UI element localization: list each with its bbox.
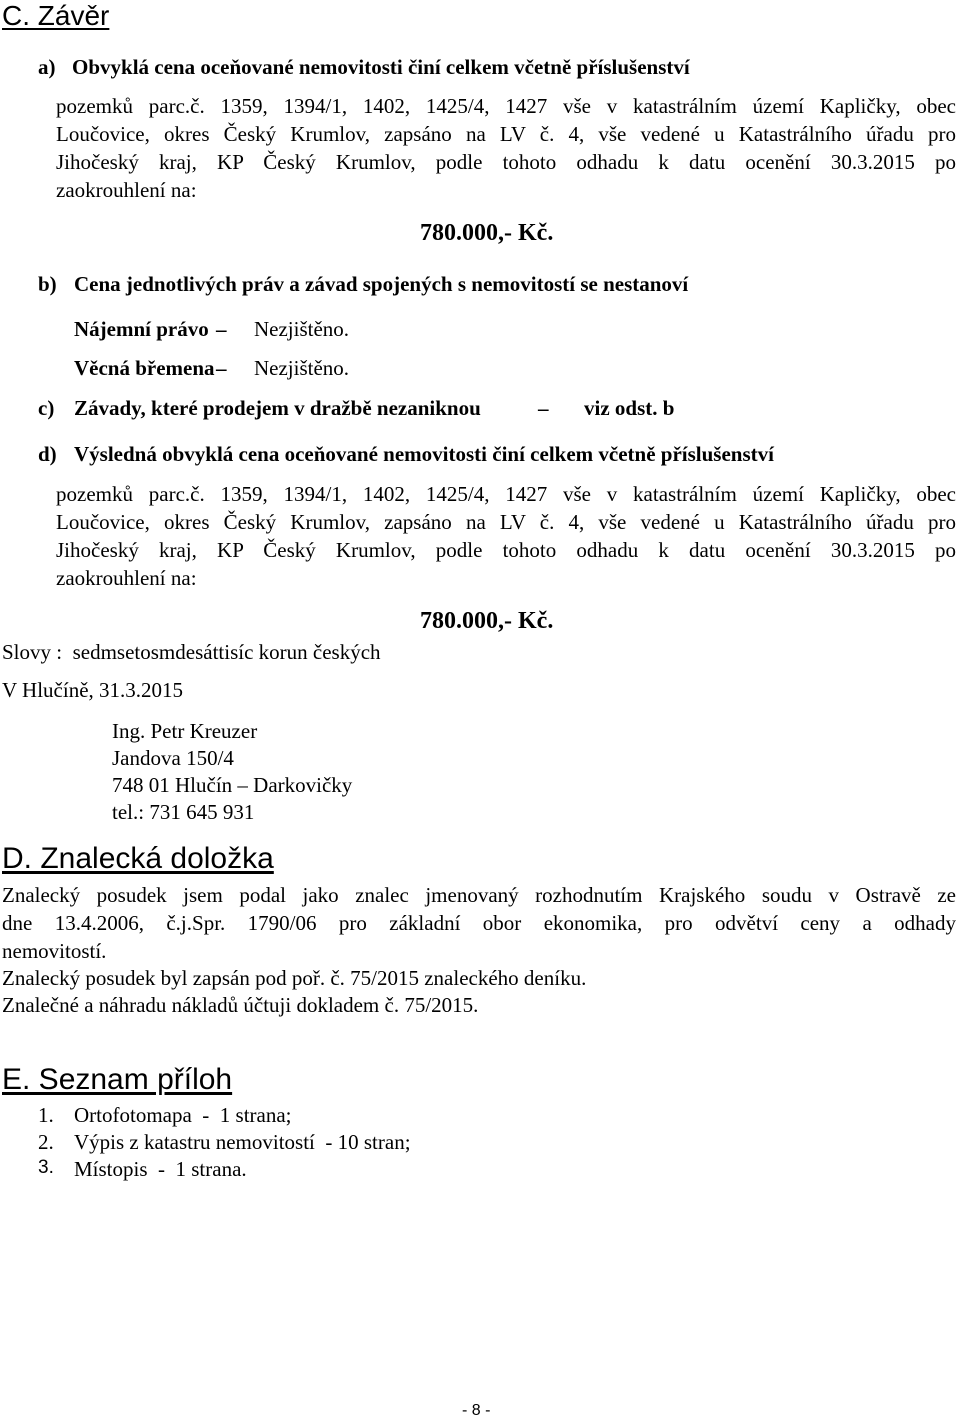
- signature-name: Ing. Petr Kreuzer: [112, 719, 258, 743]
- right-dash-lease: –: [216, 317, 227, 341]
- attachment-text: Výpis z katastru nemovitostí - 10 stran;: [74, 1130, 411, 1154]
- item-c-text: Závady, které prodejem v dražbě nezaniknou: [74, 396, 481, 420]
- right-dash-easement: –: [216, 356, 227, 380]
- attachment-text: Místopis - 1 strana.: [74, 1157, 247, 1181]
- item-b-title: Cena jednotlivých práv a závad spojených s nemovitostí se nestanoví: [74, 272, 689, 296]
- item-d-line-1: pozemků parc.č. 1359, 1394/1, 1402, 1425/4, 1427 vše v katastrálním území Kapličky, obec: [56, 482, 956, 506]
- item-d-label: d): [38, 442, 57, 466]
- section-c-heading: C. Závěr: [2, 0, 110, 31]
- signature-phone: tel.: 731 645 931: [112, 800, 255, 824]
- item-a-line-1: pozemků parc.č. 1359, 1394/1, 1402, 1425/4, 1427 vše v katastrálním území Kapličky, obec: [56, 94, 956, 118]
- expert-register-line: Znalecký posudek byl zapsán pod poř. č. 75/2015 znaleckého deníku.: [2, 966, 587, 990]
- signature-street: Jandova 150/4: [112, 746, 234, 770]
- item-a-title: Obvyklá cena oceňované nemovitosti činí celkem včetně příslušenství: [72, 55, 690, 79]
- page-number: - 8 -: [462, 1402, 491, 1419]
- item-c-label: c): [38, 396, 55, 420]
- item-d-title: Výsledná obvyklá cena oceňované nemovitosti činí celkem včetně příslušenství: [74, 442, 774, 466]
- attachment-number: 2.: [38, 1130, 54, 1154]
- right-label-easement: Věcná břemena: [74, 356, 215, 380]
- expert-clause-line-3: nemovitostí.: [2, 939, 107, 963]
- item-a-line-4: zaokrouhlení na:: [56, 178, 197, 202]
- item-a-line-2: Loučovice, okres Český Krumlov, zapsáno na LV č. 4, vše vedené u Katastrálního úřadu pro: [56, 122, 956, 146]
- item-a-label: a): [38, 55, 56, 79]
- item-a-amount: 780.000,- Kč.: [420, 220, 554, 246]
- item-d-amount: 780.000,- Kč.: [420, 608, 554, 634]
- item-d-line-3: Jihočeský kraj, KP Český Krumlov, podle tohoto odhadu k datu ocenění 30.3.2015 po: [56, 538, 956, 562]
- section-e-heading: E. Seznam příloh: [2, 1063, 233, 1096]
- attachment-number: 1.: [38, 1103, 54, 1127]
- right-value-lease: Nezjištěno.: [254, 317, 350, 341]
- item-c-dash: –: [538, 396, 549, 420]
- item-d-line-4: zaokrouhlení na:: [56, 566, 197, 590]
- item-d-line-2: Loučovice, okres Český Krumlov, zapsáno na LV č. 4, vše vedené u Katastrálního úřadu pro: [56, 510, 956, 534]
- right-label-lease: Nájemní právo: [74, 317, 209, 341]
- expert-clause-line-2: dne 13.4.2006, č.j.Spr. 1790/06 pro základní obor ekonomika, pro odvětví ceny a odhady: [2, 911, 956, 935]
- signature-city: 748 01 Hlučín – Darkovičky: [112, 773, 353, 797]
- expert-clause-line-1: Znalecký posudek jsem podal jako znalec jmenovaný rozhodnutím Krajského soudu v Ostravě ze: [2, 883, 956, 907]
- attachment-text: Ortofotomapa - 1 strana;: [74, 1103, 292, 1127]
- place-date: V Hlučíně, 31.3.2015: [2, 678, 184, 702]
- right-value-easement: Nezjištěno.: [254, 356, 350, 380]
- section-d-heading: D. Znalecká doložka: [2, 842, 274, 875]
- item-c-reference: viz odst. b: [584, 396, 675, 420]
- item-b-label: b): [38, 272, 57, 296]
- attachment-number: 3.: [38, 1157, 54, 1178]
- amount-in-words: Slovy : sedmsetosmdesáttisíc korun českých: [2, 640, 381, 664]
- expert-fee-line: Znalečné a náhradu nákladů účtuji dokladem č. 75/2015.: [2, 993, 479, 1017]
- item-a-line-3: Jihočeský kraj, KP Český Krumlov, podle tohoto odhadu k datu ocenění 30.3.2015 po: [56, 150, 956, 174]
